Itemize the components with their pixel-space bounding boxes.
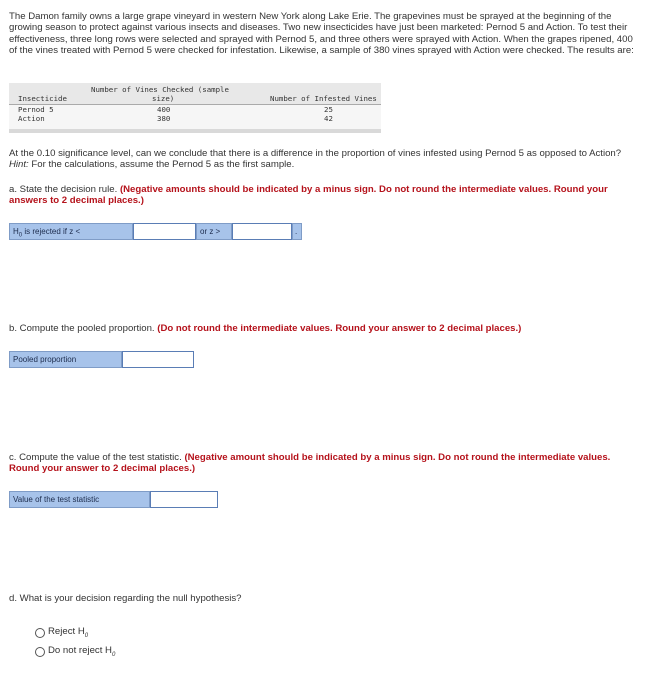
or-z-label: or z >: [196, 223, 232, 240]
reject-h0-label[interactable]: [48, 626, 88, 639]
results-table: [9, 83, 381, 133]
rejected-if-text: is rejected if z <: [22, 227, 81, 236]
row-infested: 25: [324, 105, 333, 114]
option-text: Do not reject H: [48, 645, 112, 656]
h-subscript: 0: [18, 232, 23, 239]
part-d-question: d. What is your decision regarding the null hypothesis?: [9, 593, 242, 604]
header-vines-checked-line1: Number of Vines Checked (sample: [91, 85, 229, 94]
question-text: [9, 148, 639, 171]
pooled-proportion-label: Pooled proportion: [9, 351, 122, 368]
do-not-reject-h0-label[interactable]: [48, 645, 115, 658]
header-infested-vines: Number of Infested Vines: [270, 94, 377, 103]
part-a-prefix: a. State the decision rule.: [9, 184, 120, 195]
hint-label: Hint:: [9, 159, 29, 171]
part-a-instruction: (Negative amounts should be indicated by a minus sign. Do not round the intermediate values. Round your answers to 2 decimal places.): [9, 184, 608, 207]
row-checked: 380: [157, 114, 171, 123]
radio-circle[interactable]: [35, 628, 45, 638]
test-statistic-label: Value of the test statistic: [9, 491, 150, 508]
row-infested: 42: [324, 114, 333, 123]
test-statistic-input[interactable]: [150, 491, 218, 508]
part-b-instruction: (Do not round the intermediate values. Round your answer to 2 decimal places.): [157, 323, 522, 334]
row-name: Action: [18, 114, 45, 123]
row-name: Pernod 5: [18, 105, 54, 114]
option-subscript: 0: [112, 651, 116, 658]
period-label: .: [292, 223, 302, 240]
header-vines-checked-line2: size): [152, 94, 175, 103]
part-b-prefix: b. Compute the pooled proportion.: [9, 323, 158, 334]
question-body: At the 0.10 significance level, can we conclude that there is a difference in the proportion of vines infested using Pernod 5 as opposed to Action?: [9, 148, 622, 159]
z-lower-input[interactable]: [133, 223, 196, 240]
part-b-prompt: [9, 323, 639, 334]
row-checked: 400: [157, 105, 171, 114]
z-upper-input[interactable]: [232, 223, 292, 240]
problem-intro: The Damon family owns a large grape vineyard in western New York along Lake Erie. The grapevines must be sprayed at the beginning of the growing season to protect against various insects and diseases. Two new insecticides have just been marketed: Pernod 5 and Action. To test their effectiveness, three long rows were selected and sprayed with Pernod 5, and three others were sprayed with Action. When the grapes ripened, 400 of the vines treated with Pernod 5 were checked for infestation. Likewise, a sample of 380 vines sprayed with Action were checked. The results are:: [9, 11, 634, 57]
pooled-proportion-input[interactable]: [122, 351, 194, 368]
option-subscript: 0: [84, 632, 89, 639]
part-c-instruction: (Negative amount should be indicated by a minus sign. Do not round the intermediate values. Round your answer to 2 decimal places.): [9, 452, 611, 475]
part-c-prefix: c. Compute the value of the test statistic.: [9, 452, 185, 463]
option-text: Reject H: [48, 626, 85, 637]
part-a-prompt: [9, 184, 639, 207]
radio-circle[interactable]: [35, 647, 45, 657]
part-c-prompt: [9, 452, 639, 475]
decision-rule-label: [9, 223, 133, 240]
hint-text: For the calculations, assume the Pernod 5 as the first sample.: [28, 159, 295, 171]
header-insecticide: Insecticide: [18, 94, 67, 103]
h-letter: H: [13, 227, 19, 236]
